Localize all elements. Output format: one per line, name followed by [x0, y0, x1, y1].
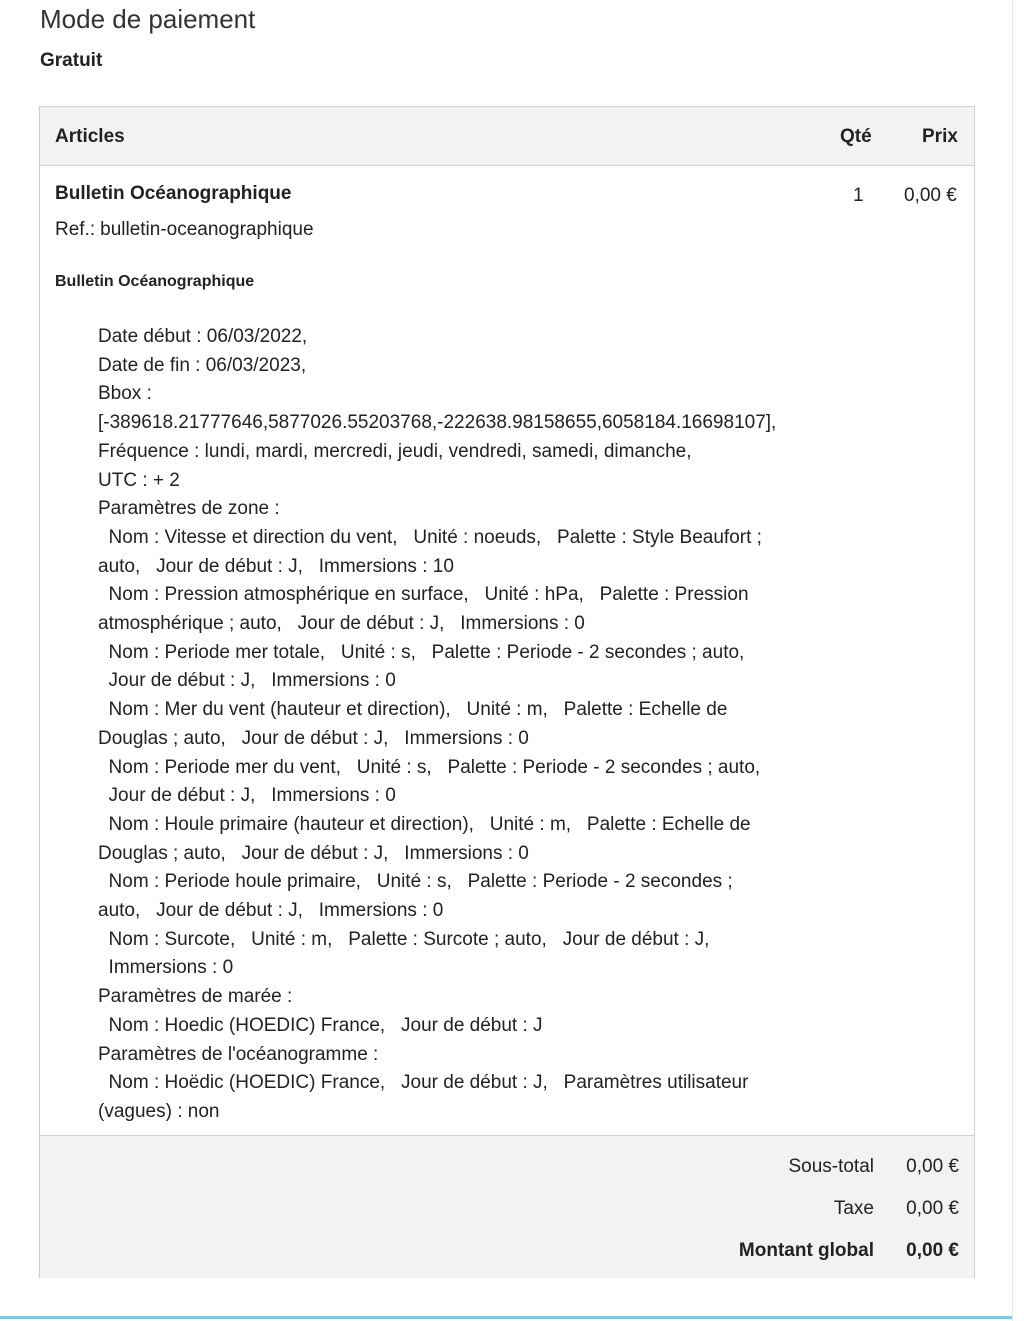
- item-ref: [55, 219, 314, 241]
- item-name: Bulletin Océanographique: [55, 183, 292, 204]
- detail-line: Jour de début : J, Immersions : 0: [98, 670, 396, 692]
- table-row: [40, 165, 974, 1135]
- detail-line: Paramètres de marée :: [98, 986, 293, 1008]
- detail-line: Douglas ; auto, Jour de début : J, Immersions : 0: [98, 727, 529, 749]
- detail-line: (vagues) : non: [98, 1100, 220, 1122]
- detail-line: atmosphérique ; auto, Jour de début : J, Immersions : 0: [98, 613, 585, 635]
- tax-label: Taxe: [833, 1198, 874, 1219]
- subtotal-label: Sous-total: [788, 1156, 874, 1177]
- detail-line: Nom : Periode houle primaire, Unité : s, Palette : Periode - 2 secondes ;: [98, 871, 733, 893]
- detail-line: Fréquence : lundi, mardi, mercredi, jeudi, vendredi, samedi, dimanche,: [98, 440, 692, 462]
- detail-line: Nom : Hoedic (HOEDIC) France, Jour de début : J: [98, 1014, 543, 1036]
- table-footer: [40, 1135, 974, 1278]
- detail-line: Immersions : 0: [98, 957, 234, 979]
- detail-line: Paramètres de l'océanogramme :: [98, 1043, 379, 1065]
- detail-line: Nom : Hoëdic (HOEDIC) France, Jour de début : J, Paramètres utilisateur: [98, 1072, 749, 1094]
- total-label: Montant global: [738, 1240, 874, 1261]
- detail-line: Date début : 06/03/2022,: [98, 326, 308, 347]
- detail-line: Douglas ; auto, Jour de début : J, Immersions : 0: [98, 842, 529, 864]
- total-value: 0,00 €: [906, 1240, 959, 1261]
- payment-method-title: Mode de paiement: [40, 4, 256, 34]
- payment-method-value: Gratuit: [40, 50, 103, 71]
- header-price: Prix: [922, 126, 958, 147]
- detail-line: auto, Jour de début : J, Immersions : 10: [98, 555, 454, 577]
- bottom-divider: [0, 1316, 1012, 1319]
- item-ref-label: Ref.:: [55, 219, 96, 240]
- detail-line: Nom : Periode mer totale, Unité : s, Palette : Periode - 2 secondes ; auto,: [98, 641, 745, 663]
- detail-line: Jour de début : J, Immersions : 0: [98, 785, 396, 807]
- detail-line: auto, Jour de début : J, Immersions : 0: [98, 900, 444, 922]
- detail-line: Nom : Periode mer du vent, Unité : s, Palette : Periode - 2 secondes ; auto,: [98, 756, 761, 778]
- product-subtitle: Bulletin Océanographique: [55, 273, 255, 290]
- header-qty: Qté: [840, 126, 872, 147]
- item-qty: 1: [853, 185, 864, 206]
- detail-line: Paramètres de zone :: [98, 498, 280, 520]
- order-table: [39, 106, 975, 1278]
- detail-line: UTC : + 2: [98, 469, 180, 491]
- detail-line: Nom : Surcote, Unité : m, Palette : Surcote ; auto, Jour de début : J,: [98, 928, 710, 950]
- detail-line: Date de fin : 06/03/2023,: [98, 354, 307, 376]
- detail-line: Nom : Houle primaire (hauteur et direction), Unité : m, Palette : Echelle de: [98, 813, 751, 835]
- subtotal-value: 0,00 €: [906, 1156, 959, 1177]
- detail-line: Nom : Pression atmosphérique en surface, Unité : hPa, Palette : Pression: [98, 584, 749, 606]
- detail-line: Nom : Mer du vent (hauteur et direction), Unité : m, Palette : Echelle de: [98, 699, 728, 721]
- table-header: [40, 107, 974, 166]
- item-details: [98, 323, 818, 1127]
- detail-line: [-389618.21777646,5877026.55203768,-222638.98158655,6058184.16698107],: [98, 412, 777, 434]
- tax-value: 0,00 €: [906, 1198, 959, 1219]
- detail-line: Nom : Vitesse et direction du vent, Unité : noeuds, Palette : Style Beaufort ;: [98, 526, 762, 548]
- header-articles: Articles: [55, 126, 125, 147]
- item-ref-value: bulletin-oceanographique: [100, 219, 314, 240]
- item-price: 0,00 €: [904, 185, 957, 206]
- detail-line: Bbox :: [98, 383, 152, 405]
